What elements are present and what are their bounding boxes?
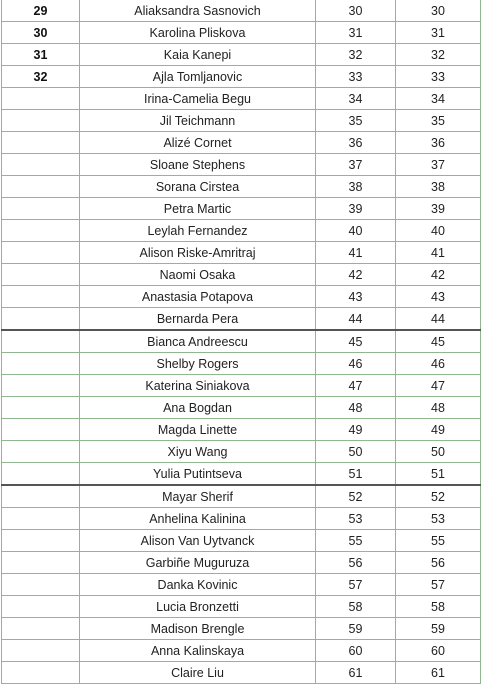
rank-cell: 50 bbox=[316, 441, 396, 463]
value-cell: 38 bbox=[396, 176, 481, 198]
table-row bbox=[2, 662, 481, 684]
table-body bbox=[2, 0, 481, 684]
table-row bbox=[2, 220, 481, 242]
table-row bbox=[2, 264, 481, 286]
value-cell: 55 bbox=[396, 530, 481, 552]
table-row bbox=[2, 154, 481, 176]
player-name-cell: Madison Brengle bbox=[80, 618, 316, 640]
table-row bbox=[2, 242, 481, 264]
seed-cell bbox=[2, 198, 80, 220]
rank-cell: 30 bbox=[316, 0, 396, 22]
rank-cell: 36 bbox=[316, 132, 396, 154]
value-cell: 45 bbox=[396, 330, 481, 353]
seed-cell bbox=[2, 242, 80, 264]
seed-cell bbox=[2, 662, 80, 684]
seed-cell bbox=[2, 618, 80, 640]
player-name-cell: Karolina Pliskova bbox=[80, 22, 316, 44]
player-name-cell: Naomi Osaka bbox=[80, 264, 316, 286]
player-name-cell: Alison Van Uytvanck bbox=[80, 530, 316, 552]
player-name-cell: Petra Martic bbox=[80, 198, 316, 220]
rank-cell: 48 bbox=[316, 397, 396, 419]
value-cell: 34 bbox=[396, 88, 481, 110]
value-cell: 52 bbox=[396, 485, 481, 508]
table-row bbox=[2, 176, 481, 198]
table-row bbox=[2, 330, 481, 353]
table-row bbox=[2, 530, 481, 552]
seed-cell bbox=[2, 308, 80, 331]
seed-cell bbox=[2, 132, 80, 154]
player-name-cell: Anna Kalinskaya bbox=[80, 640, 316, 662]
value-cell: 59 bbox=[396, 618, 481, 640]
value-cell: 56 bbox=[396, 552, 481, 574]
player-name-cell: Garbiñe Muguruza bbox=[80, 552, 316, 574]
table-row bbox=[2, 485, 481, 508]
table-row bbox=[2, 596, 481, 618]
seed-cell: 32 bbox=[2, 66, 80, 88]
seed-cell bbox=[2, 353, 80, 375]
rank-cell: 55 bbox=[316, 530, 396, 552]
table-row bbox=[2, 132, 481, 154]
rank-cell: 52 bbox=[316, 485, 396, 508]
value-cell: 60 bbox=[396, 640, 481, 662]
table-row bbox=[2, 397, 481, 419]
rank-cell: 49 bbox=[316, 419, 396, 441]
value-cell: 36 bbox=[396, 132, 481, 154]
value-cell: 61 bbox=[396, 662, 481, 684]
seed-cell bbox=[2, 88, 80, 110]
player-name-cell: Ajla Tomljanovic bbox=[80, 66, 316, 88]
value-cell: 43 bbox=[396, 286, 481, 308]
player-name-cell: Lucia Bronzetti bbox=[80, 596, 316, 618]
rank-cell: 51 bbox=[316, 463, 396, 486]
player-name-cell: Alison Riske-Amritraj bbox=[80, 242, 316, 264]
rank-cell: 32 bbox=[316, 44, 396, 66]
rank-cell: 33 bbox=[316, 66, 396, 88]
seed-cell bbox=[2, 640, 80, 662]
table-row bbox=[2, 419, 481, 441]
value-cell: 50 bbox=[396, 441, 481, 463]
table-row bbox=[2, 66, 481, 88]
rank-cell: 47 bbox=[316, 375, 396, 397]
seed-cell: 29 bbox=[2, 0, 80, 22]
seed-cell bbox=[2, 375, 80, 397]
rank-cell: 45 bbox=[316, 330, 396, 353]
rank-cell: 34 bbox=[316, 88, 396, 110]
table-row bbox=[2, 110, 481, 132]
table-row bbox=[2, 308, 481, 331]
table-row bbox=[2, 0, 481, 22]
rank-cell: 40 bbox=[316, 220, 396, 242]
player-name-cell: Leylah Fernandez bbox=[80, 220, 316, 242]
table-row bbox=[2, 353, 481, 375]
player-name-cell: Magda Linette bbox=[80, 419, 316, 441]
table-row bbox=[2, 508, 481, 530]
value-cell: 32 bbox=[396, 44, 481, 66]
value-cell: 37 bbox=[396, 154, 481, 176]
seed-cell bbox=[2, 574, 80, 596]
rank-cell: 42 bbox=[316, 264, 396, 286]
player-name-cell: Mayar Sherif bbox=[80, 485, 316, 508]
seed-cell bbox=[2, 176, 80, 198]
table-row bbox=[2, 198, 481, 220]
rank-cell: 35 bbox=[316, 110, 396, 132]
seed-cell bbox=[2, 286, 80, 308]
value-cell: 51 bbox=[396, 463, 481, 486]
player-name-cell: Danka Kovinic bbox=[80, 574, 316, 596]
table-row bbox=[2, 286, 481, 308]
table-row bbox=[2, 88, 481, 110]
table-row bbox=[2, 44, 481, 66]
value-cell: 33 bbox=[396, 66, 481, 88]
value-cell: 53 bbox=[396, 508, 481, 530]
value-cell: 31 bbox=[396, 22, 481, 44]
value-cell: 46 bbox=[396, 353, 481, 375]
rankings-table-container bbox=[1, 0, 480, 680]
rank-cell: 44 bbox=[316, 308, 396, 331]
seed-cell: 30 bbox=[2, 22, 80, 44]
seed-cell: 31 bbox=[2, 44, 80, 66]
player-name-cell: Claire Liu bbox=[80, 662, 316, 684]
player-name-cell: Yulia Putintseva bbox=[80, 463, 316, 486]
value-cell: 35 bbox=[396, 110, 481, 132]
value-cell: 30 bbox=[396, 0, 481, 22]
player-name-cell: Irina-Camelia Begu bbox=[80, 88, 316, 110]
value-cell: 47 bbox=[396, 375, 481, 397]
rank-cell: 53 bbox=[316, 508, 396, 530]
rank-cell: 41 bbox=[316, 242, 396, 264]
rank-cell: 31 bbox=[316, 22, 396, 44]
player-name-cell: Jil Teichmann bbox=[80, 110, 316, 132]
seed-cell bbox=[2, 596, 80, 618]
rank-cell: 56 bbox=[316, 552, 396, 574]
table-row bbox=[2, 618, 481, 640]
player-name-cell: Anastasia Potapova bbox=[80, 286, 316, 308]
player-name-cell: Katerina Siniakova bbox=[80, 375, 316, 397]
value-cell: 58 bbox=[396, 596, 481, 618]
player-name-cell: Alizé Cornet bbox=[80, 132, 316, 154]
table-row bbox=[2, 574, 481, 596]
value-cell: 39 bbox=[396, 198, 481, 220]
value-cell: 57 bbox=[396, 574, 481, 596]
seed-cell bbox=[2, 463, 80, 486]
seed-cell bbox=[2, 330, 80, 353]
seed-cell bbox=[2, 264, 80, 286]
player-name-cell: Bernarda Pera bbox=[80, 308, 316, 331]
table-row bbox=[2, 552, 481, 574]
player-name-cell: Sloane Stephens bbox=[80, 154, 316, 176]
seed-cell bbox=[2, 220, 80, 242]
seed-cell bbox=[2, 552, 80, 574]
player-name-cell: Aliaksandra Sasnovich bbox=[80, 0, 316, 22]
player-name-cell: Ana Bogdan bbox=[80, 397, 316, 419]
table-row bbox=[2, 441, 481, 463]
table-row bbox=[2, 463, 481, 486]
table-row bbox=[2, 640, 481, 662]
value-cell: 41 bbox=[396, 242, 481, 264]
seed-cell bbox=[2, 530, 80, 552]
seed-cell bbox=[2, 154, 80, 176]
player-name-cell: Shelby Rogers bbox=[80, 353, 316, 375]
rank-cell: 39 bbox=[316, 198, 396, 220]
rank-cell: 58 bbox=[316, 596, 396, 618]
rank-cell: 46 bbox=[316, 353, 396, 375]
rank-cell: 57 bbox=[316, 574, 396, 596]
player-name-cell: Anhelina Kalinina bbox=[80, 508, 316, 530]
value-cell: 49 bbox=[396, 419, 481, 441]
seed-cell bbox=[2, 441, 80, 463]
value-cell: 44 bbox=[396, 308, 481, 331]
rank-cell: 60 bbox=[316, 640, 396, 662]
player-name-cell: Sorana Cirstea bbox=[80, 176, 316, 198]
rank-cell: 37 bbox=[316, 154, 396, 176]
seed-cell bbox=[2, 397, 80, 419]
table-row bbox=[2, 375, 481, 397]
seed-cell bbox=[2, 110, 80, 132]
rank-cell: 59 bbox=[316, 618, 396, 640]
value-cell: 48 bbox=[396, 397, 481, 419]
rank-cell: 38 bbox=[316, 176, 396, 198]
rank-cell: 61 bbox=[316, 662, 396, 684]
player-name-cell: Xiyu Wang bbox=[80, 441, 316, 463]
rank-cell: 43 bbox=[316, 286, 396, 308]
table-row bbox=[2, 22, 481, 44]
value-cell: 42 bbox=[396, 264, 481, 286]
player-name-cell: Bianca Andreescu bbox=[80, 330, 316, 353]
seed-cell bbox=[2, 508, 80, 530]
rankings-table bbox=[1, 0, 481, 684]
value-cell: 40 bbox=[396, 220, 481, 242]
seed-cell bbox=[2, 419, 80, 441]
player-name-cell: Kaia Kanepi bbox=[80, 44, 316, 66]
seed-cell bbox=[2, 485, 80, 508]
